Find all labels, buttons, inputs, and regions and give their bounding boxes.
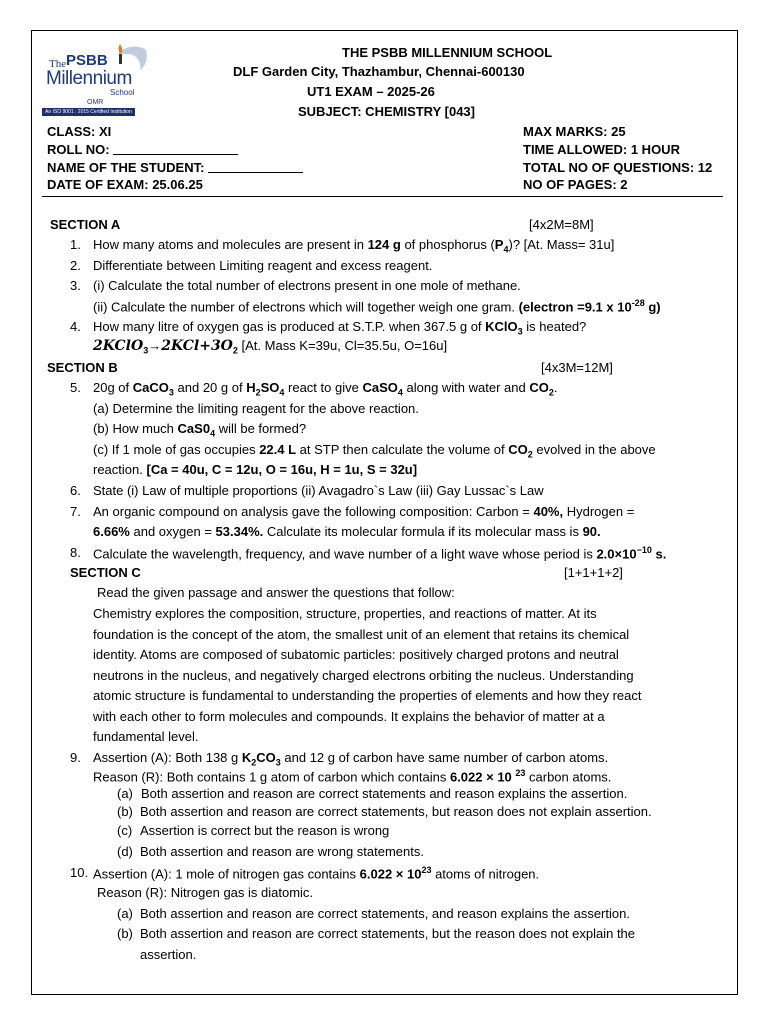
exam-date: DATE OF EXAM: 25.06.25 — [47, 177, 203, 192]
question-10-option-b-cont: assertion. — [140, 947, 197, 962]
question-5: 20g of CaCO$_3$ and 20 g of $H_2SO_4$ react to give CaSO$_4$ along with water and $CO_2$. — [93, 380, 558, 398]
passage-line: atomic structure is fundamental to understanding the properties of elements and how they react — [93, 688, 642, 703]
exam-subject: SUBJECT: CHEMISTRY [043] — [298, 104, 475, 119]
question-7: An organic compound on analysis gave the following composition: Carbon = 40%, Hydrogen = — [93, 504, 635, 519]
passage-line: identity. Atoms are composed of subatomic particles: positively charged protons and neutral — [93, 647, 619, 662]
question-number: 5. — [70, 380, 81, 395]
question-5-part-c-cont: reaction. [Ca = 40u, C = 12u, O = 16u, H = 1u, S = 32u] — [93, 462, 418, 477]
class-label: CLASS: XI — [47, 124, 112, 139]
question-10-reason: Reason (R): Nitrogen gas is diatomic. — [97, 885, 314, 900]
section-b-title: SECTION B — [47, 360, 118, 375]
question-10-option-b: Both assertion and reason are correct statements, but the reason does not explain the — [140, 926, 636, 941]
logo-campus: OMR — [87, 99, 104, 106]
question-3-part-i: (i) Calculate the total number of electrons present in one mole of methane. — [93, 278, 521, 293]
max-marks: MAX MARKS: 25 — [523, 124, 626, 139]
question-9-option-c: Assertion is correct but the reason is wrong — [140, 823, 390, 838]
question-8: Calculate the wavelength, frequency, and wave number of a light wave whose period is $2.0\times 10^{-10}$ s. — [93, 545, 667, 562]
question-9-option-a: Both assertion and reason are correct statements and reason explains the assertion. — [141, 786, 628, 801]
question-10-option-a: Both assertion and reason are correct statements, and reason explains the assertion. — [140, 906, 630, 921]
section-a-title: SECTION A — [50, 217, 121, 232]
question-number: 1. — [70, 237, 81, 252]
option-label: (b) — [117, 804, 133, 819]
question-6: State (i) Law of multiple proportions (ii) Avagadro`s Law (iii) Gay Lussac`s Law — [93, 483, 544, 498]
question-3-part-ii: (ii) Calculate the number of electrons which will together weigh one gram. (electron =9.1 x $10^{-28}$ g) — [93, 298, 661, 315]
logo-certification: An ISO 9001 : 2015 Certified Institution — [42, 108, 135, 116]
logo-millennium: Millennium — [46, 68, 132, 89]
logo-psbb: PSBB — [66, 52, 108, 69]
question-9-option-b: Both assertion and reason are correct statements, but reason does not explain assertion. — [140, 804, 652, 819]
total-questions: TOTAL NO OF QUESTIONS: 12 — [523, 160, 713, 175]
roll-no-blank[interactable] — [113, 143, 238, 155]
question-1: How many atoms and molecules are present in 124 g of phosphorus $(P_4)$? [At. Mass= 31u] — [93, 237, 615, 255]
question-number: 8. — [70, 545, 81, 560]
passage-line: fundamental level. — [93, 729, 199, 744]
question-9-assertion: Assertion (A): Both 138 g $K_2CO_3$ and 12 g of carbon have same number of carbon atoms. — [93, 750, 609, 768]
question-9-reason: Reason (R): Both contains 1 g atom of carbon which contains 6.022 × 10 $^{23}$ carbon atoms. — [93, 768, 612, 785]
question-number: 7. — [70, 504, 81, 519]
student-name-blank[interactable] — [208, 161, 303, 173]
question-5-part-a: (a) Determine the limiting reagent for the above reaction. — [93, 401, 419, 416]
passage-line: neutrons in the nucleus, and negatively charged electrons orbiting the nucleus. Understanding — [93, 668, 634, 683]
question-4: How many litre of oxygen gas is produced at S.T.P. when 367.5 g of KClO$_3$ is heated? — [93, 319, 587, 337]
question-number: 9. — [70, 750, 81, 765]
question-number: 10. — [70, 865, 89, 880]
option-label: (c) — [117, 823, 133, 838]
section-c-marks: [1+1+1+2] — [564, 565, 623, 580]
school-name: THE PSBB MILLENNIUM SCHOOL — [342, 45, 553, 60]
page-count: NO OF PAGES: 2 — [523, 177, 628, 192]
header-divider — [42, 196, 723, 197]
question-4-equation: $2KClO_3\to 2KCl+3O_2$ [At. Mass K=39u, Cl=35.5u, O=16u] — [93, 338, 448, 356]
passage-intro: Read the given passage and answer the questions that follow: — [97, 585, 455, 600]
question-10-assertion: Assertion (A): 1 mole of nitrogen gas contains $6.022 \times 10^{23}$ atoms of nitrogen. — [93, 865, 540, 882]
school-address: DLF Garden City, Thazhambur, Chennai-600130 — [233, 64, 525, 79]
question-5-part-b: (b) How much $CaS0_4$ will be formed? — [93, 421, 307, 439]
question-7-cont: 6.66% and oxygen = 53.34%. Calculate its molecular formula if its molecular mass is 90. — [93, 524, 601, 539]
option-label: (d) — [117, 844, 133, 859]
roll-no-label: ROLL NO: — [47, 142, 238, 157]
option-label: (a) — [117, 906, 133, 921]
logo-the: The — [49, 58, 67, 70]
section-c-title: SECTION C — [70, 565, 141, 580]
passage-line: with each other to form molecules and compounds. It explains the behavior of matter at a — [93, 709, 605, 724]
option-label: (a) — [117, 786, 133, 801]
student-name-label: NAME OF THE STUDENT: — [47, 160, 303, 175]
option-label: (b) — [117, 926, 133, 941]
question-2: Differentiate between Limiting reagent and excess reagent. — [93, 258, 433, 273]
passage-line: foundation is the concept of the atom, the smallest unit of an element that retains its chemical — [93, 627, 630, 642]
question-number: 4. — [70, 319, 81, 334]
passage-line: Chemistry explores the composition, structure, properties, and reactions of matter. At its — [93, 606, 597, 621]
question-number: 2. — [70, 258, 81, 273]
question-number: 6. — [70, 483, 81, 498]
question-number: 3. — [70, 278, 81, 293]
question-5-part-c: (c) If 1 mole of gas occupies 22.4 L at STP then calculate the volume of $CO_2$ evolved in the above — [93, 442, 656, 460]
section-b-marks: [4x3M=12M] — [541, 360, 613, 375]
section-a-marks: [4x2M=8M] — [529, 217, 594, 232]
time-allowed: TIME ALLOWED: 1 HOUR — [523, 142, 680, 157]
question-9-option-d: Both assertion and reason are wrong statements. — [140, 844, 424, 859]
exam-title: UT1 EXAM – 2025-26 — [307, 84, 435, 99]
logo-school: School — [110, 88, 135, 97]
